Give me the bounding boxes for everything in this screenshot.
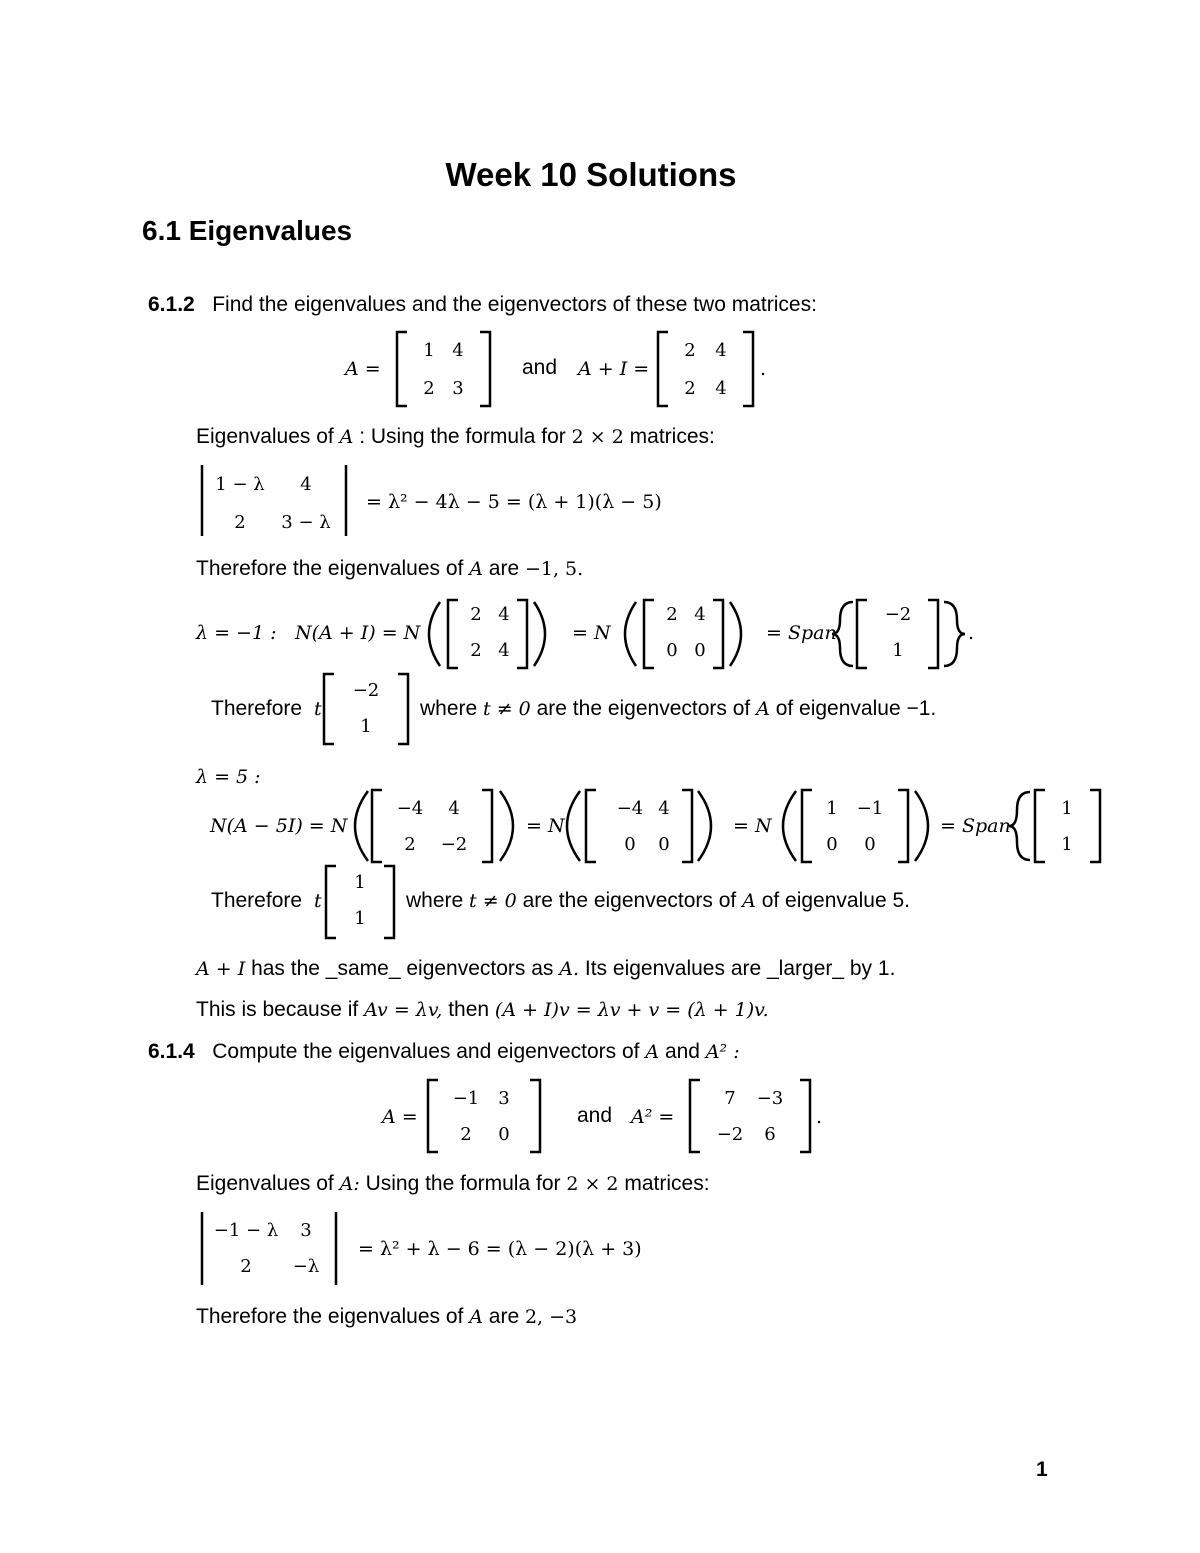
math-var: A.	[559, 958, 580, 980]
text: are	[488, 1305, 520, 1328]
problem-prompt: Find the eigenvalues and the eigenvectors of these two matrices:	[212, 293, 817, 316]
problem-prompt: Compute the eigenvalues and eigenvectors of	[212, 1040, 640, 1063]
matrix-cell: 0	[694, 640, 706, 661]
eigen-intro	[196, 1172, 710, 1196]
math-var: A	[742, 890, 756, 912]
math: −1, 5.	[524, 558, 584, 580]
matrix-cell: 4	[452, 340, 464, 361]
matrix-cell: −1	[856, 798, 884, 819]
eigenvalues-result	[196, 1305, 577, 1329]
equals-N: = N	[572, 622, 611, 644]
text: This is because if	[196, 998, 359, 1021]
and-word: and	[577, 1104, 613, 1127]
problem-number: 6.1.4	[148, 1040, 195, 1063]
equation-lhs: A + I =	[578, 358, 650, 380]
text: matrices:	[629, 425, 715, 448]
text: Using the formula for	[365, 1172, 561, 1195]
matrix-cell: 2	[684, 378, 696, 399]
matrix-cell: −4	[616, 798, 644, 819]
det-cell: 2	[240, 1256, 252, 1277]
vector-cell: 1	[354, 872, 366, 893]
matrix-cell: 1	[826, 798, 838, 819]
matrix-cell: 0	[864, 834, 876, 855]
text: Eigenvalues of	[196, 425, 334, 448]
problem-number: 6.1.2	[148, 293, 195, 316]
text: of eigenvalue 5.	[761, 889, 910, 912]
equals-span: = Span	[766, 622, 837, 644]
matrix-cell: 0	[666, 640, 678, 661]
matrix-cell: 4	[694, 604, 706, 625]
matrix-cell: −2	[716, 1124, 744, 1145]
matrix-cell: 2	[423, 378, 435, 399]
matrix-cell: 4	[658, 798, 670, 819]
det-cell: −1 − λ	[213, 1220, 279, 1241]
text: Eigenvalues of	[196, 1172, 334, 1195]
matrix-cell: 0	[826, 834, 838, 855]
math-var: A	[339, 426, 354, 448]
matrix-cell: 2	[666, 604, 678, 625]
therefore-text: Therefore	[211, 697, 303, 720]
problem-614-header	[148, 1040, 740, 1064]
scalar-t: t	[314, 890, 322, 912]
det-cell: 3	[300, 1220, 312, 1241]
text: are the eigenvectors of	[522, 889, 737, 912]
matrix-cell: 4	[715, 340, 727, 361]
eigenvalues-result	[196, 557, 583, 581]
matrix-cell: 4	[498, 640, 510, 661]
matrix-cell: −3	[756, 1088, 784, 1109]
matrix-cell: 3	[498, 1088, 510, 1109]
eigenvector-statement	[420, 697, 936, 721]
text: then	[448, 998, 490, 1021]
text: are	[488, 557, 520, 580]
equals-span: = Span	[940, 815, 1011, 837]
page-title: Week 10 Solutions	[445, 156, 737, 193]
matrix-cell: 1	[423, 340, 435, 361]
text: : Using the formula for	[359, 425, 566, 448]
text: matrices:	[624, 1172, 710, 1195]
math: (A + I)v = λv + v = (λ + 1)v.	[494, 999, 769, 1021]
equation-lhs: A² =	[631, 1106, 675, 1128]
det-cell: −λ	[292, 1256, 320, 1277]
vector-cell: −2	[352, 680, 380, 701]
and-word: and	[522, 356, 558, 379]
det-cell: 2	[234, 512, 246, 533]
matrix-cell: 0	[658, 834, 670, 855]
math-var: A	[469, 558, 483, 580]
therefore-text: Therefore	[211, 889, 303, 912]
equation-lhs: A =	[345, 358, 381, 380]
math-var: A	[645, 1041, 660, 1063]
text: where	[420, 697, 478, 720]
scalar-t: t	[314, 698, 322, 720]
vector-cell: 1	[892, 640, 904, 661]
math-var: A	[756, 698, 770, 720]
section-title: Eigenvalues	[188, 215, 353, 246]
characteristic-polynomial: = λ² + λ − 6 = (λ − 2)(λ + 3)	[358, 1238, 642, 1260]
matrix-cell: 0	[624, 834, 636, 855]
det-cell: 4	[300, 474, 312, 495]
period: .	[816, 1106, 823, 1128]
equals-N: = N	[526, 815, 565, 837]
section-heading	[142, 215, 352, 247]
vector-cell: −2	[884, 604, 912, 625]
det-cell: 3 − λ	[281, 512, 331, 533]
matrix-cell: 2	[460, 1124, 472, 1145]
math: 2 × 2	[571, 426, 624, 448]
math: Av = λv,	[364, 999, 443, 1021]
null-space-expr: N(A − 5I) = N	[210, 815, 348, 837]
text: and	[664, 1040, 700, 1063]
math: 2 × 2	[566, 1173, 619, 1195]
vector-cell: 1	[1061, 798, 1073, 819]
period: .	[760, 358, 767, 380]
det-cell: 1 − λ	[215, 474, 265, 495]
text: of eigenvalue −1.	[775, 697, 937, 720]
eigen-intro	[196, 425, 715, 449]
math: A + I	[196, 958, 246, 980]
matrix-cell: −2	[440, 834, 468, 855]
equation-lhs: A =	[382, 1106, 418, 1128]
matrix-cell: 4	[715, 378, 727, 399]
math: t ≠ 0	[483, 698, 531, 720]
text: are the eigenvectors of	[536, 697, 751, 720]
characteristic-polynomial: = λ² − 4λ − 5 = (λ + 1)(λ − 5)	[366, 491, 662, 513]
math-var: A	[469, 1306, 483, 1328]
matrix-cell: 2	[684, 340, 696, 361]
period: .	[968, 622, 975, 644]
vector-cell: 1	[354, 908, 366, 929]
text: Its eigenvalues are _larger_ by 1.	[584, 957, 896, 980]
matrix-cell: 4	[448, 798, 460, 819]
null-space-expr: N(A + I) = N	[295, 622, 421, 644]
matrix-cell: 2	[404, 834, 416, 855]
matrix-cell: 3	[452, 378, 464, 399]
equals-N: = N	[733, 815, 772, 837]
math: 2, −3	[524, 1306, 578, 1328]
problem-612-header	[148, 293, 817, 317]
matrix-cell: 2	[470, 604, 482, 625]
vector-cell: 1	[360, 716, 372, 737]
matrix-cell: −4	[396, 798, 424, 819]
text: Therefore the eigenvalues of	[196, 1305, 464, 1328]
matrix-cell: 6	[764, 1124, 776, 1145]
lambda-label: λ = −1 :	[196, 622, 277, 644]
vector-cell: 1	[1061, 834, 1073, 855]
same-eigenvectors-note	[196, 957, 895, 981]
page-number: 1	[1036, 1458, 1048, 1481]
lambda-label: λ = 5 :	[196, 766, 261, 788]
text: where	[406, 889, 464, 912]
matrix-cell: 2	[470, 640, 482, 661]
text: Therefore the eigenvalues of	[196, 557, 464, 580]
matrix-cell: −1	[452, 1088, 480, 1109]
because-note	[196, 998, 769, 1022]
text: has the _same_ eigenvectors as	[251, 957, 554, 980]
matrix-cell: 4	[498, 604, 510, 625]
math: t ≠ 0	[469, 890, 517, 912]
section-number: 6.1	[142, 215, 181, 246]
matrix-cell: 7	[724, 1088, 736, 1109]
eigenvector-statement	[406, 889, 910, 913]
math-var: A² :	[705, 1041, 740, 1063]
matrix-cell: 0	[498, 1124, 510, 1145]
math-var: A:	[339, 1173, 360, 1195]
